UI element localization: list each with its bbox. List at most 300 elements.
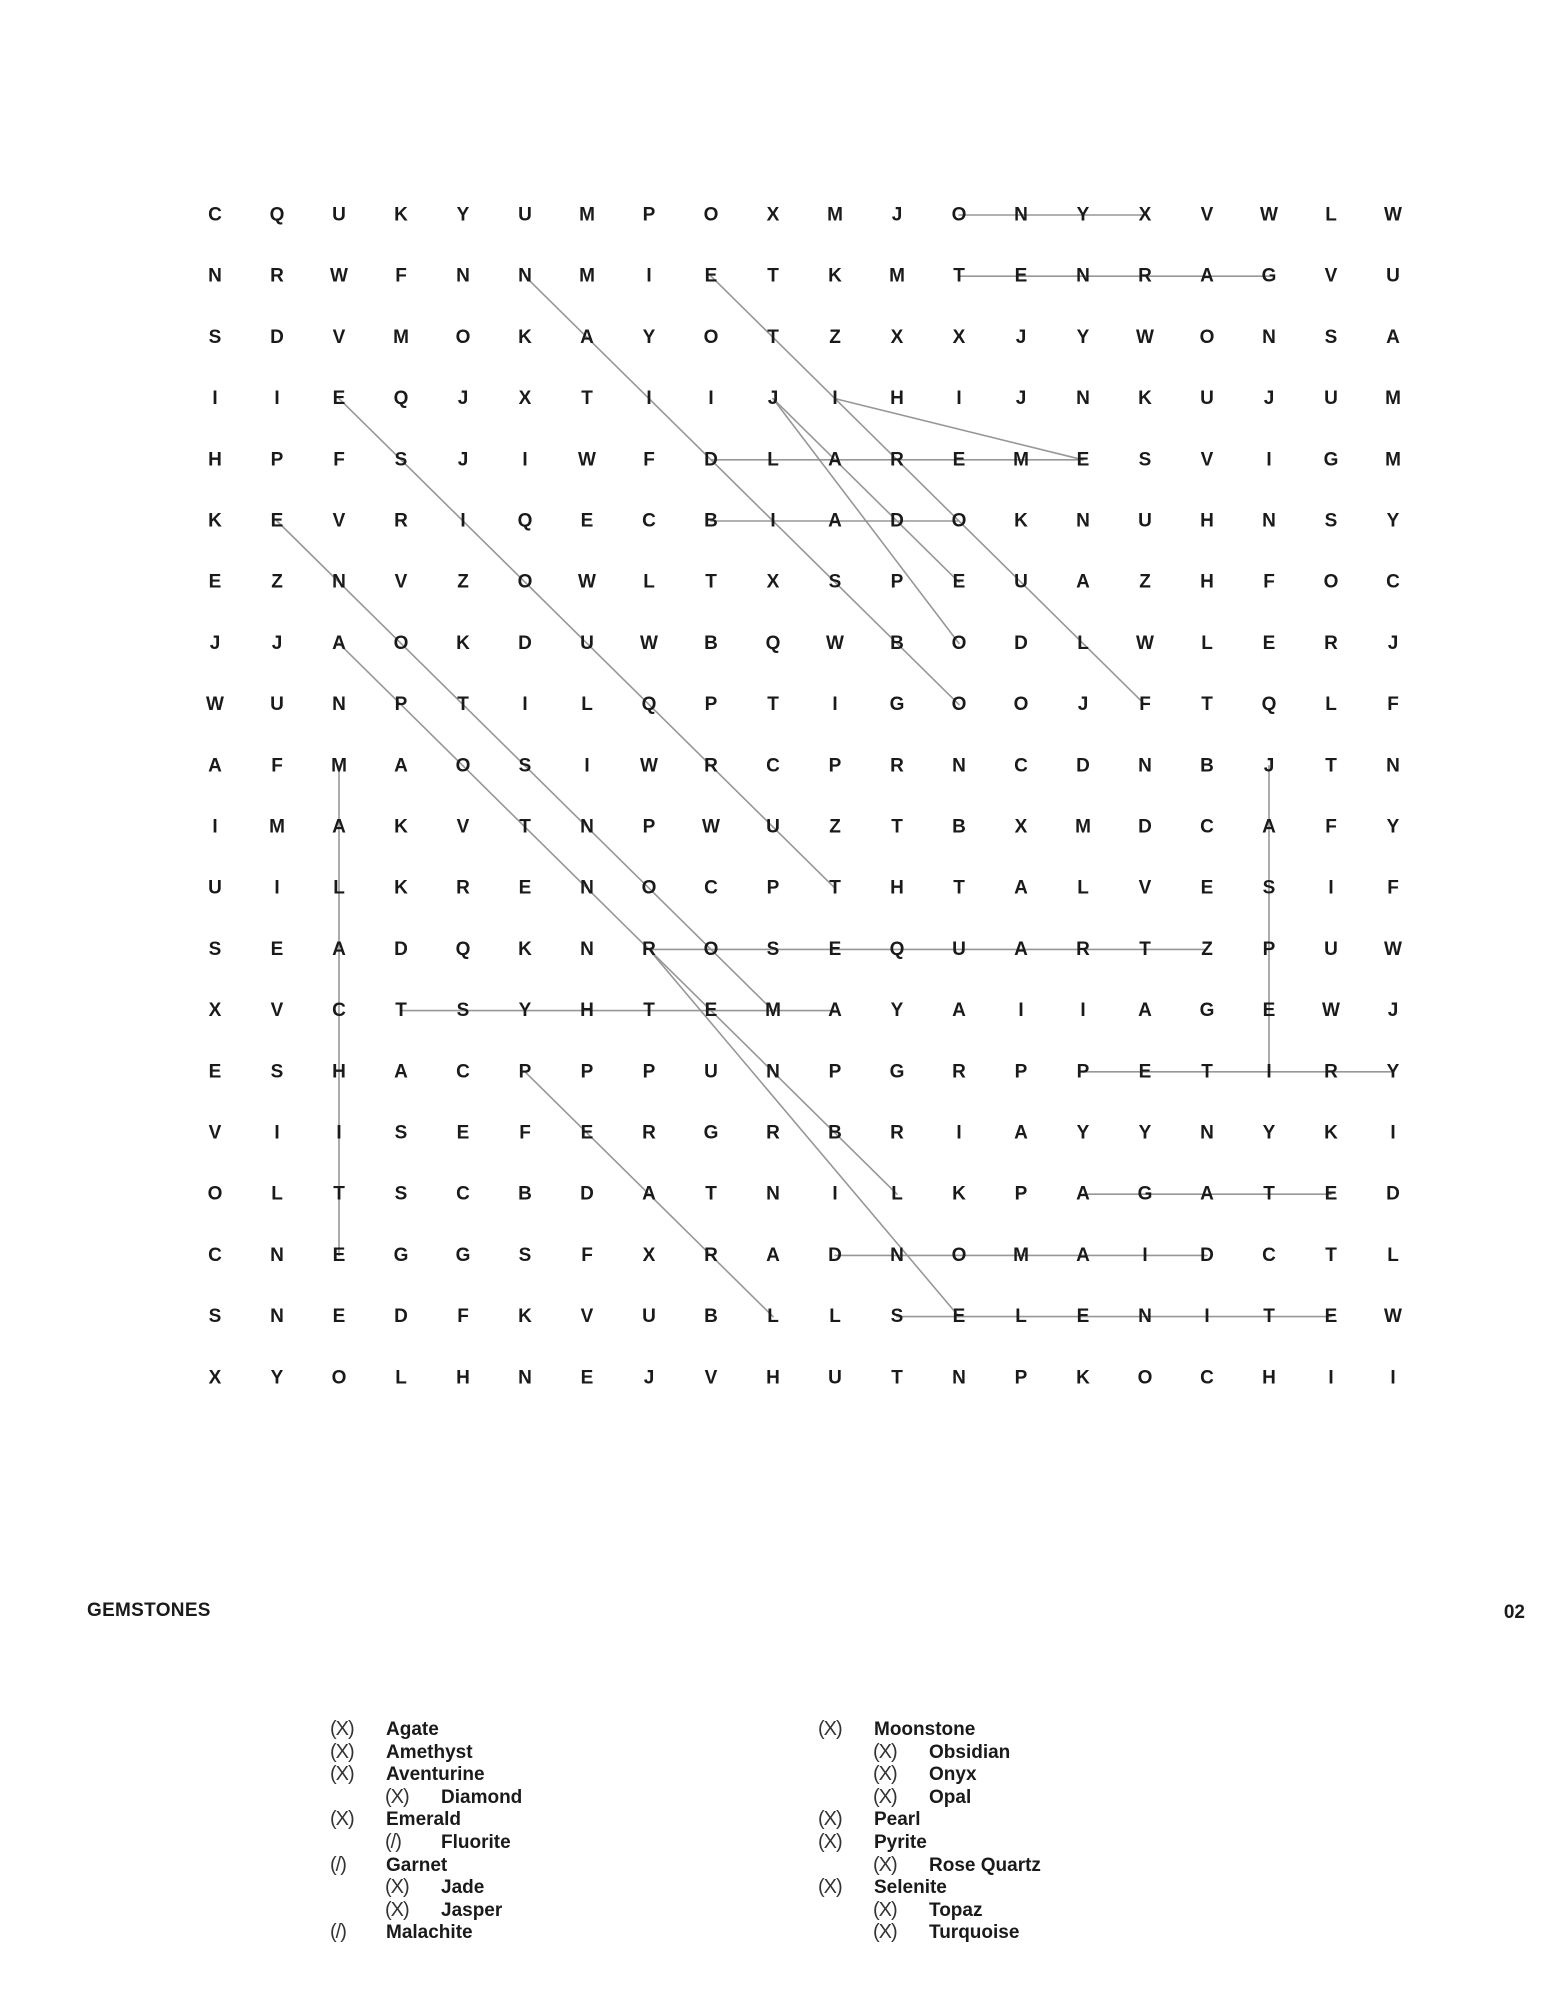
grid-letter: K [828, 265, 842, 287]
grid-letter: T [1263, 1306, 1275, 1328]
grid-letter: U [1014, 571, 1028, 593]
grid-letter: L [1015, 1306, 1027, 1328]
grid-letter: A [1138, 1000, 1152, 1022]
grid-letter: S [270, 1061, 284, 1083]
checkmark-icon: (X) [330, 1763, 354, 1786]
grid-letter: S [208, 1306, 222, 1328]
grid-letter: E [332, 388, 346, 410]
grid-letter: E [270, 510, 284, 532]
grid-letter: S [766, 938, 780, 960]
grid-letter: E [208, 571, 222, 593]
word-list-item [330, 1786, 522, 1809]
grid-letter: K [518, 1306, 532, 1328]
grid-letter: R [890, 449, 904, 471]
grid-letter: W [1322, 1000, 1340, 1022]
grid-letter: D [828, 1244, 842, 1266]
grid-letter: M [393, 326, 409, 348]
grid-letter: P [1014, 1061, 1028, 1083]
grid-letter: C [332, 1000, 346, 1022]
grid-letter: D [580, 1183, 594, 1205]
grid-letter: A [828, 510, 842, 532]
grid-letter: O [951, 694, 967, 716]
grid-letter: V [580, 1306, 594, 1328]
grid-letter: P [828, 755, 842, 777]
grid-letter: C [766, 755, 780, 777]
grid-letter: M [269, 816, 285, 838]
grid-letter: E [1324, 1183, 1338, 1205]
grid-letter: E [580, 1367, 594, 1389]
checkmark-icon: (X) [818, 1808, 842, 1831]
grid-letter: E [828, 938, 842, 960]
grid-letter: F [333, 449, 345, 471]
word-label: Selenite [874, 1877, 947, 1899]
grid-letter: E [1138, 1061, 1152, 1083]
grid-letter: E [580, 510, 594, 532]
grid-letter: N [270, 1244, 284, 1266]
grid-letter: G [1199, 1000, 1215, 1022]
grid-letter: X [1014, 816, 1028, 838]
checkmark-icon: (X) [873, 1785, 897, 1808]
grid-letter: M [765, 1000, 781, 1022]
grid-letter: I [1328, 1367, 1334, 1389]
grid-letter: S [828, 571, 842, 593]
grid-letter: P [642, 1061, 656, 1083]
grid-letter: N [890, 1244, 904, 1266]
grid-letter: K [208, 510, 222, 532]
grid-letter: O [1137, 1367, 1153, 1389]
word-label: Pearl [874, 1809, 921, 1831]
grid-letter: J [209, 632, 221, 654]
grid-letter: D [394, 1306, 408, 1328]
grid-letter: T [953, 877, 965, 899]
grid-letter: N [580, 877, 594, 899]
grid-letter: C [1386, 571, 1400, 593]
grid-letter: M [827, 204, 843, 226]
word-list-item [330, 1854, 522, 1877]
grid-letter: W [640, 632, 658, 654]
grid-letter: Y [1386, 1061, 1400, 1083]
grid-letter: H [208, 449, 222, 471]
grid-letter: U [1386, 265, 1400, 287]
grid-letter: E [1076, 449, 1090, 471]
word-list-column-1 [330, 1718, 522, 1944]
grid-letter: I [1266, 1061, 1272, 1083]
grid-letter: X [518, 388, 532, 410]
grid-letter: V [332, 326, 346, 348]
grid-letter: T [829, 877, 841, 899]
grid-letter: R [890, 1122, 904, 1144]
grid-letter: I [646, 388, 652, 410]
word-label: Fluorite [441, 1831, 511, 1853]
grid-letter: N [766, 1061, 780, 1083]
grid-letter: E [580, 1122, 594, 1144]
checkmark-icon: (X) [385, 1785, 409, 1808]
grid-letter: K [518, 326, 532, 348]
grid-letters [206, 205, 1402, 1389]
grid-letter: L [581, 694, 593, 716]
grid-letter: J [1387, 1000, 1399, 1022]
grid-letter: N [580, 938, 594, 960]
grid-letter: O [393, 632, 409, 654]
grid-letter: G [1137, 1183, 1153, 1205]
grid-letter: H [890, 877, 904, 899]
grid-letter: Q [641, 694, 657, 716]
grid-letter: B [704, 510, 718, 532]
grid-letter: I [274, 1122, 280, 1144]
grid-letter: S [208, 326, 222, 348]
word-label: Topaz [929, 1899, 983, 1921]
grid-letter: S [394, 1122, 408, 1144]
grid-letter: T [1139, 938, 1151, 960]
grid-letter: P [270, 449, 284, 471]
grid-letter: E [208, 1061, 222, 1083]
grid-letter: U [952, 938, 966, 960]
grid-letter: K [1138, 388, 1152, 410]
grid-letter: B [828, 1122, 842, 1144]
grid-letter: F [1387, 877, 1399, 899]
grid-letter: T [395, 1000, 407, 1022]
grid-letter: N [1262, 326, 1276, 348]
grid-letter: P [518, 1061, 532, 1083]
grid-letter: X [208, 1367, 222, 1389]
grid-letter: U [1324, 938, 1338, 960]
answer-line [339, 643, 897, 1194]
grid-letter: I [832, 694, 838, 716]
grid-letter: N [518, 265, 532, 287]
grid-letter: J [1263, 388, 1275, 410]
grid-letter: I [1142, 1244, 1148, 1266]
grid-letter: R [456, 877, 470, 899]
grid-letter: U [704, 1061, 718, 1083]
grid-letter: M [1385, 388, 1401, 410]
grid-letter: P [1014, 1367, 1028, 1389]
grid-letter: I [212, 388, 218, 410]
grid-letter: I [336, 1122, 342, 1144]
grid-letter: D [1076, 755, 1090, 777]
word-list-item [330, 1718, 522, 1741]
grid-letter: H [332, 1061, 346, 1083]
grid-letter: T [1201, 694, 1213, 716]
grid-letter: R [1324, 632, 1338, 654]
grid-letter: E [1324, 1306, 1338, 1328]
grid-letter: Y [456, 204, 470, 226]
grid-letter: O [703, 204, 719, 226]
grid-letter: Z [271, 571, 283, 593]
word-label: Moonstone [874, 1719, 976, 1740]
grid-letter: Y [1262, 1122, 1276, 1144]
grid-letter: W [206, 694, 224, 716]
grid-letter: H [890, 388, 904, 410]
grid-letter: L [643, 571, 655, 593]
grid-letter: U [642, 1306, 656, 1328]
grid-letter: V [1200, 449, 1214, 471]
grid-letter: A [828, 449, 842, 471]
grid-letter: D [270, 326, 284, 348]
grid-letter: W [640, 755, 658, 777]
grid-letter: J [1077, 694, 1089, 716]
grid-letter: A [1014, 1122, 1028, 1144]
word-label: Obsidian [929, 1741, 1011, 1763]
grid-letter: F [1139, 694, 1151, 716]
grid-letter: O [517, 571, 533, 593]
checkmark-icon: (X) [818, 1876, 842, 1899]
grid-letter: P [1014, 1183, 1028, 1205]
grid-letter: B [1200, 755, 1214, 777]
grid-letter: P [704, 694, 718, 716]
grid-letter: V [456, 816, 470, 838]
grid-letter: O [951, 632, 967, 654]
grid-letter: A [828, 1000, 842, 1022]
grid-letter: W [702, 816, 720, 838]
grid-letter: G [1323, 449, 1339, 471]
grid-letter: I [832, 388, 838, 410]
word-list-item [818, 1808, 1041, 1831]
checkmark-icon: (X) [873, 1898, 897, 1921]
grid-letter: M [579, 265, 595, 287]
grid-letter: A [1014, 938, 1028, 960]
grid-letter: P [828, 1061, 842, 1083]
checkmark-icon: (X) [873, 1853, 897, 1876]
word-list-item [330, 1876, 522, 1899]
word-list-item [818, 1854, 1041, 1877]
grid-letter: Z [1201, 938, 1213, 960]
grid-letter: R [642, 1122, 656, 1144]
grid-letter: L [1325, 694, 1337, 716]
grid-letter: N [332, 694, 346, 716]
grid-letter: T [705, 1183, 717, 1205]
grid-letter: W [1384, 938, 1402, 960]
grid-letter: M [1075, 816, 1091, 838]
grid-letter: O [951, 1244, 967, 1266]
grid-letter: A [1076, 1183, 1090, 1205]
grid-letter: P [1076, 1061, 1090, 1083]
word-label: Amethyst [386, 1741, 473, 1763]
word-list-item [330, 1921, 522, 1944]
grid-letter: G [703, 1122, 719, 1144]
grid-letter: J [457, 449, 469, 471]
grid-letter: S [1324, 326, 1338, 348]
word-label: Garnet [386, 1854, 448, 1876]
grid-letter: A [580, 326, 594, 348]
grid-letter: P [580, 1061, 594, 1083]
grid-letter: H [456, 1367, 470, 1389]
grid-letter: L [333, 877, 345, 899]
grid-letter: U [1324, 388, 1338, 410]
grid-letter: S [394, 449, 408, 471]
grid-letter: R [766, 1122, 780, 1144]
grid-letter: S [518, 1244, 532, 1266]
grid-letter: S [1262, 877, 1276, 899]
grid-letter: W [1384, 1306, 1402, 1328]
grid-letter: Q [1261, 694, 1277, 716]
word-list-item [818, 1786, 1041, 1809]
grid-letter: M [331, 755, 347, 777]
grid-letter: E [1076, 1306, 1090, 1328]
grid-letter: O [951, 204, 967, 226]
grid-letter: X [766, 571, 780, 593]
checkmark-icon: (/) [330, 1921, 346, 1944]
grid-letter: Y [642, 326, 656, 348]
grid-letter: A [332, 938, 346, 960]
word-list-column-2 [818, 1718, 1041, 1944]
word-label: Rose Quartz [929, 1854, 1041, 1876]
grid-letter: L [1077, 632, 1089, 654]
grid-letter: H [580, 1000, 594, 1022]
grid-letter: R [704, 1244, 718, 1266]
grid-letter: L [829, 1306, 841, 1328]
word-list-item [818, 1921, 1041, 1944]
grid-letter: C [208, 204, 222, 226]
grid-letter: Z [1139, 571, 1151, 593]
grid-letter: W [578, 449, 596, 471]
grid-letter: N [952, 755, 966, 777]
checkmark-icon: (X) [330, 1718, 354, 1740]
checkmark-icon: (X) [818, 1718, 842, 1740]
grid-letter: I [646, 265, 652, 287]
word-label: Turquoise [929, 1922, 1020, 1944]
grid-letter: F [519, 1122, 531, 1144]
grid-letter: U [518, 204, 532, 226]
word-list-item [818, 1831, 1041, 1854]
grid-letter: O [703, 938, 719, 960]
grid-letter: Y [270, 1367, 284, 1389]
grid-letter: N [1014, 204, 1028, 226]
grid-letter: U [766, 816, 780, 838]
grid-letter: T [1263, 1183, 1275, 1205]
grid-letter: T [581, 388, 593, 410]
grid-letter: S [1138, 449, 1152, 471]
grid-letter: F [1263, 571, 1275, 593]
grid-letter: T [705, 571, 717, 593]
grid-letter: N [518, 1367, 532, 1389]
grid-letter: Y [1076, 326, 1090, 348]
grid-letter: F [395, 265, 407, 287]
grid-letter: A [208, 755, 222, 777]
grid-letter: G [393, 1244, 409, 1266]
grid-letter: E [704, 265, 718, 287]
grid-letter: F [643, 449, 655, 471]
grid-letter: N [1076, 510, 1090, 532]
grid-letter: P [394, 694, 408, 716]
grid-letter: I [1390, 1122, 1396, 1144]
grid-letter: W [1260, 204, 1278, 226]
grid-letter: E [704, 1000, 718, 1022]
grid-letter: V [1200, 204, 1214, 226]
grid-letter: V [1138, 877, 1152, 899]
grid-letter: Q [269, 204, 285, 226]
grid-letter: I [1204, 1306, 1210, 1328]
grid-letter: U [270, 694, 284, 716]
grid-letter: W [1136, 632, 1154, 654]
word-list-item [330, 1763, 522, 1786]
word-label: Pyrite [874, 1831, 927, 1853]
checkmark-icon: (X) [330, 1808, 354, 1831]
grid-letter: C [456, 1061, 470, 1083]
grid-letter: A [1262, 816, 1276, 838]
word-list-item [330, 1899, 522, 1922]
grid-letter: G [889, 694, 905, 716]
grid-letter: I [460, 510, 466, 532]
grid-letter: T [333, 1183, 345, 1205]
grid-letter: O [641, 877, 657, 899]
grid-letter: O [951, 510, 967, 532]
grid-letter: I [1390, 1367, 1396, 1389]
grid-letter: J [1015, 388, 1027, 410]
grid-letter: W [1136, 326, 1154, 348]
grid-letter: D [1200, 1244, 1214, 1266]
grid-letter: Y [518, 1000, 532, 1022]
grid-letter: A [1200, 1183, 1214, 1205]
word-label: Onyx [929, 1764, 977, 1786]
grid-letter: R [394, 510, 408, 532]
grid-letter: V [208, 1122, 222, 1144]
grid-letter: I [956, 388, 962, 410]
grid-letter: I [212, 816, 218, 838]
grid-letter: O [455, 326, 471, 348]
grid-letter: F [1325, 816, 1337, 838]
grid-letter: C [1262, 1244, 1276, 1266]
word-label: Diamond [441, 1786, 523, 1808]
grid-letter: N [1138, 1306, 1152, 1328]
grid-letter: T [767, 326, 779, 348]
puzzle-title: GEMSTONES [87, 1600, 211, 1621]
grid-letter: T [891, 1367, 903, 1389]
word-label: Opal [929, 1786, 972, 1808]
grid-letter: E [1200, 877, 1214, 899]
grid-letter: O [1323, 571, 1339, 593]
grid-letter: H [766, 1367, 780, 1389]
grid-letter: F [581, 1244, 593, 1266]
grid-letter: R [704, 755, 718, 777]
grid-letter: X [642, 1244, 656, 1266]
grid-letter: A [642, 1183, 656, 1205]
grid-letter: E [1262, 632, 1276, 654]
grid-letter: J [1263, 755, 1275, 777]
grid-letter: Y [1138, 1122, 1152, 1144]
grid-letter: T [1201, 1061, 1213, 1083]
grid-letter: O [207, 1183, 223, 1205]
word-list-item [330, 1808, 522, 1831]
grid-letter: V [332, 510, 346, 532]
grid-letter: N [270, 1306, 284, 1328]
word-list-item [818, 1741, 1041, 1764]
grid-letter: W [1384, 204, 1402, 226]
grid-letter: A [1200, 265, 1214, 287]
grid-letter: Q [517, 510, 533, 532]
grid-letter: J [643, 1367, 655, 1389]
grid-letter: O [455, 755, 471, 777]
grid-letter: Q [455, 938, 471, 960]
grid-letter: T [767, 265, 779, 287]
grid-letter: Y [1076, 1122, 1090, 1144]
grid-letter: V [704, 1367, 718, 1389]
grid-letter: I [1018, 1000, 1024, 1022]
grid-letter: I [708, 388, 714, 410]
grid-letter: K [1014, 510, 1028, 532]
grid-letter: T [891, 816, 903, 838]
grid-letter: V [270, 1000, 284, 1022]
grid-letter: L [1077, 877, 1089, 899]
grid-letter: G [455, 1244, 471, 1266]
grid-letter: T [643, 1000, 655, 1022]
grid-letter: F [1387, 694, 1399, 716]
grid-letter: K [952, 1183, 966, 1205]
grid-letter: O [703, 326, 719, 348]
grid-letter: E [1262, 1000, 1276, 1022]
grid-letter: N [332, 571, 346, 593]
checkmark-icon: (X) [330, 1740, 354, 1763]
grid-letter: D [890, 510, 904, 532]
